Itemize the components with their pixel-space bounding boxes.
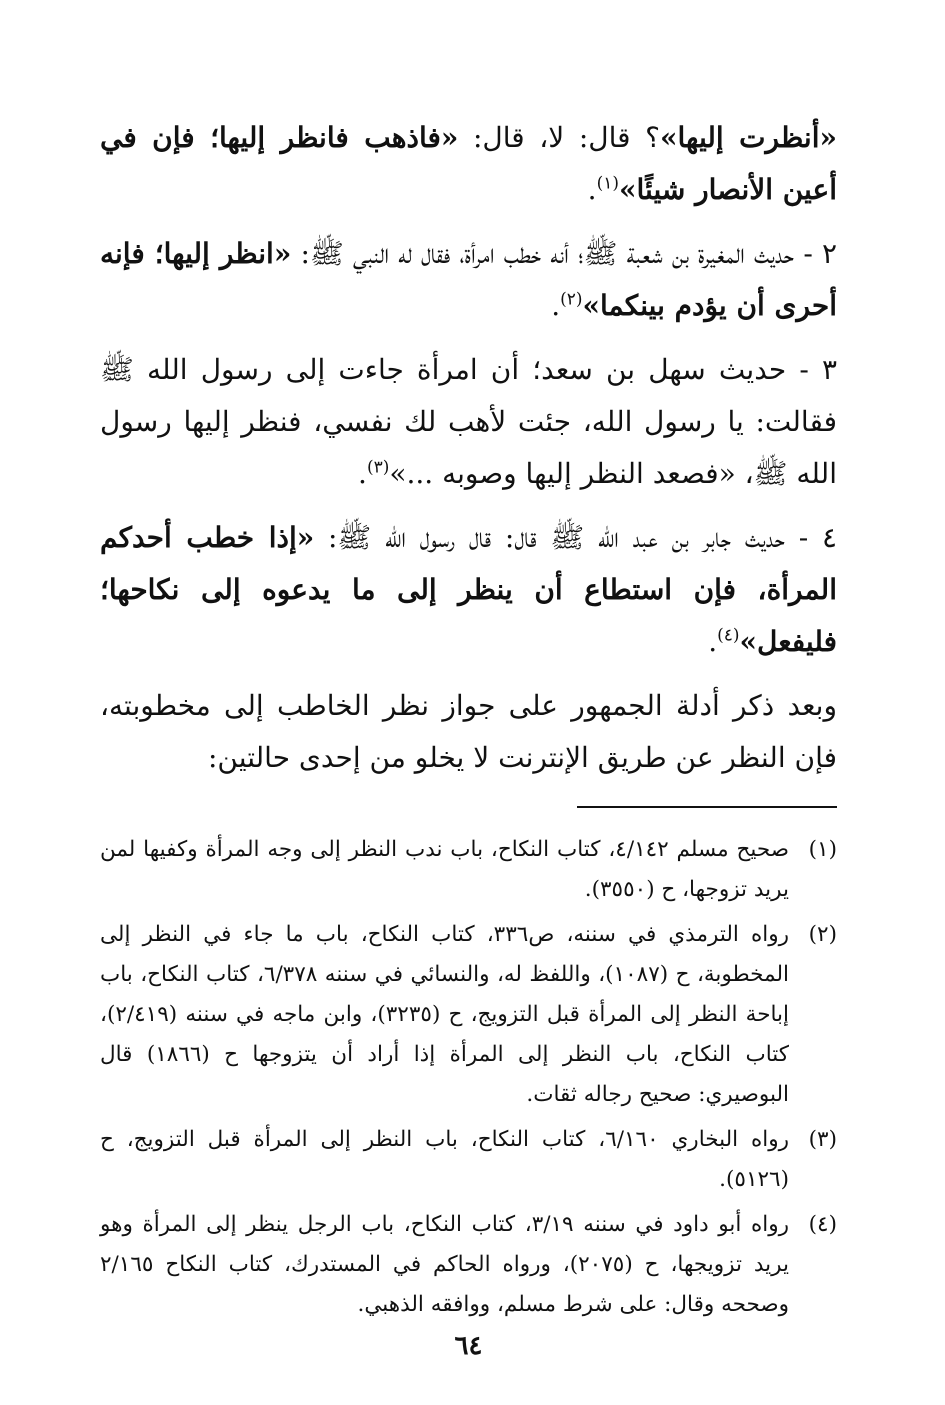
body-text: ٤ - حديث جابر بن عبد الله ﷺ قال: قال رسول الله ﷺ: [314, 521, 837, 554]
body-text: ٣ - حديث سهل بن سعد؛ أن امرأة جاءت إلى رسول الله ﷺ فقالت: يا رسول الله، جئت لأهب لك نفسي، فنظر إليها رسول الله ﷺ، «فصعد النظر إليها وصوبه ...» [100, 353, 837, 490]
footnote-1 [100, 830, 837, 910]
footnote-number: (٤) [808, 1212, 837, 1237]
footnote-text: رواه البخاري ٦/١٦٠، كتاب النكاح، باب النظر إلى المرأة قبل التزويج، ح (٥١٢٦). [100, 1127, 789, 1192]
hadith-quote: «أنظرت إليها» [660, 121, 838, 154]
footnote-ref: (٣) [366, 457, 390, 478]
hadith-quote: «فاذهب فانظر إليها؛ فإن في أعين الأنصار شيئًا» [100, 121, 837, 206]
hadith-quote: «إذا خطب أحدكم المرأة، فإن استطاع أن ينظر إلى ما يدعوه إلى نكاحها؛ فليفعل» [100, 521, 837, 658]
body-text: ؟ قال: لا، قال: [458, 121, 661, 154]
body-text: وبعد ذكر أدلة الجمهور على جواز نظر الخاطب إلى مخطوبته، فإن النظر عن طريق الإنترنت لا يخلو من إحدى حالتين: [100, 689, 837, 774]
footnote-text: رواه أبو داود في سننه ٣/١٩، كتاب النكاح، باب الرجل ينظر إلى المرأة وهو يريد تزويجها، ح (٢٠٧٥)، ورواه الحاكم في المستدرك، كتاب النكاح ٢/١٦٥ وصححه وقال: على شرط مسلم، ووافقه الذهبي. [100, 1212, 789, 1317]
body-text: . [551, 289, 561, 322]
body-text: ٢ - حديث المغيرة بن شعبة ﷺ؛ أنه خطب امرأة، فقال له النبي ﷺ: [291, 237, 837, 270]
footnote-number: (٢) [808, 922, 837, 947]
paragraph-3 [100, 344, 837, 500]
body-text: . [708, 625, 718, 658]
main-text [100, 112, 837, 784]
footnote-divider [577, 806, 837, 808]
footnote-ref: (٤) [717, 625, 740, 646]
footnote-text: صحيح مسلم ٤/١٤٢، كتاب النكاح، باب ندب النظر إلى وجه المرأة وكفيها لمن يريد تزوجها، ح (٣٥٥٠). [100, 837, 789, 902]
footnote-4 [100, 1205, 837, 1325]
page-number: ٦٤ [454, 1331, 483, 1361]
footnotes [100, 830, 837, 1325]
body-text: . [587, 173, 597, 206]
paragraph-4 [100, 512, 837, 668]
footnote-3 [100, 1120, 837, 1200]
hadith-quote: «انظر إليها؛ فإنه أحرى أن يؤدم بينكما» [100, 237, 837, 322]
body-text: . [358, 457, 367, 490]
footnote-number: (١) [808, 837, 837, 862]
paragraph-1 [100, 112, 837, 216]
footnote-ref: (٢) [560, 289, 583, 310]
footnote-2 [100, 915, 837, 1115]
paragraph-5 [100, 680, 837, 784]
footnote-text: رواه الترمذي في سننه، ص٣٣٦، كتاب النكاح، باب ما جاء في النظر إلى المخطوبة، ح (١٠٨٧)، واللفظ له، والنسائي في سننه ٦/٣٧٨، كتاب النكاح، باب إباحة النظر إلى المرأة قبل التزويج، ح (٣٢٣٥)، وابن ماجه في سننه (٢/٤١٩)، كتاب النكاح، باب النظر إلى المرأة إذا أراد أن يتزوجها ح (١٨٦٦) قال البوصيري: صحيح رجاله ثقات. [100, 922, 790, 1107]
footnote-ref: (١) [596, 173, 619, 194]
paragraph-2 [100, 228, 837, 332]
footnote-number: (٣) [808, 1127, 837, 1152]
